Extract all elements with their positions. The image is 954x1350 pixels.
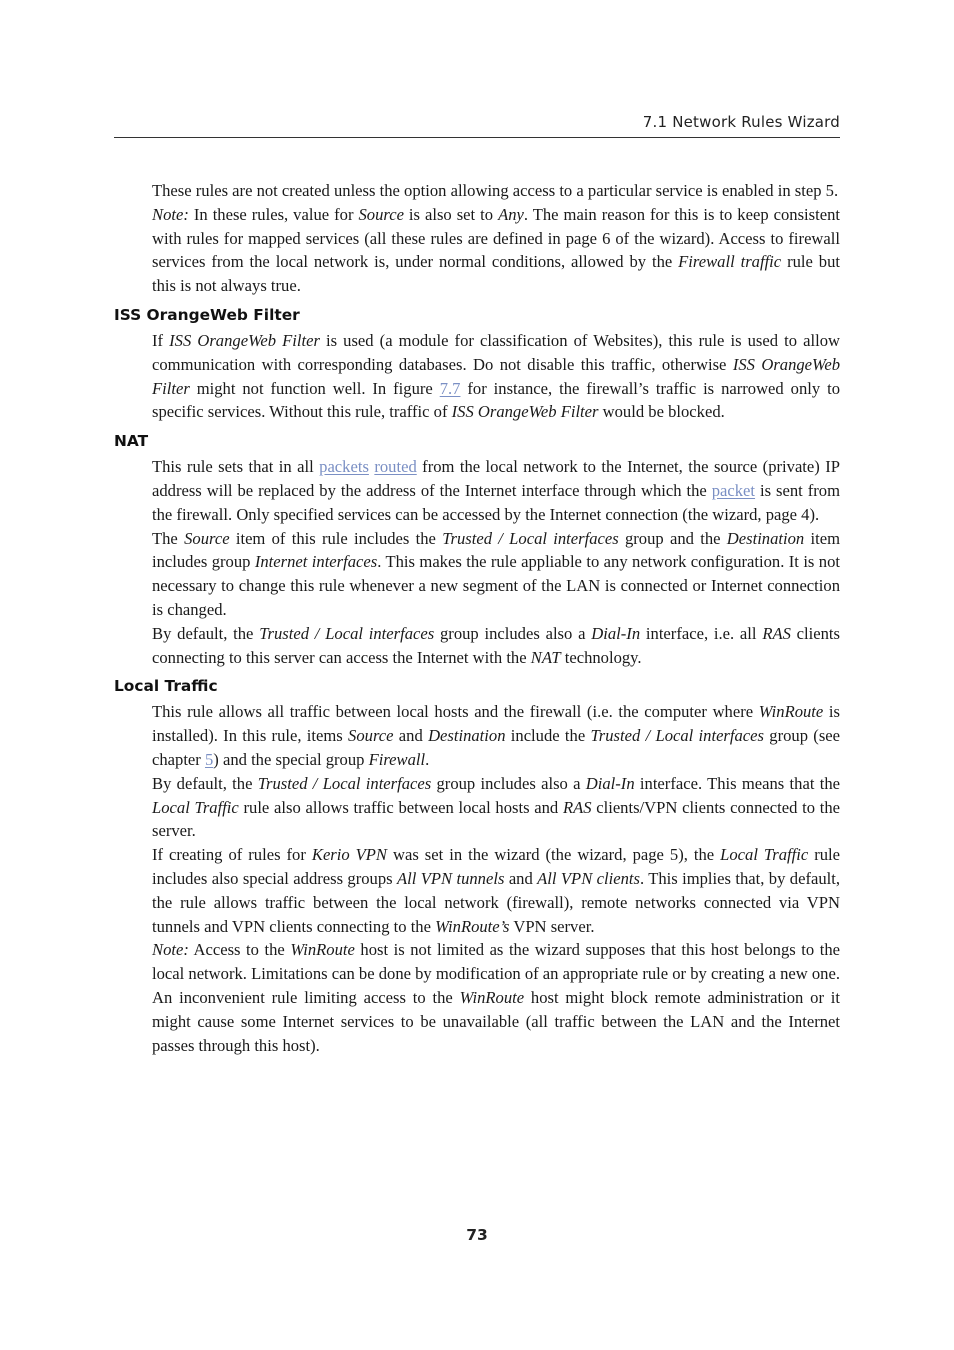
- paragraph-nat-2: The Source item of this rule includes the Trusted / Local interfaces group and the Destination item includes group Internet interfaces. This makes the rule appliable to any network configuration. It is not necessary to change this rule whenever a new segment of the LAN is connected or Internet connection is changed.: [152, 528, 840, 619]
- heading-nat: NAT: [114, 432, 149, 451]
- heading-iss-orangeweb-filter: ISS OrangeWeb Filter: [114, 305, 300, 324]
- running-head: 7.1 Network Rules Wizard: [642, 113, 840, 131]
- chapter-link[interactable]: 5: [204, 749, 214, 769]
- paragraph-nat-1: This rule sets that in all packets routed from the local network to the Internet, the source (private) IP address will be replaced by the address of the Internet interface through which the packet is sent from the firewall. Only specified services can be accessed by the Internet connection (the wizard, page 4).: [152, 457, 840, 524]
- paragraph-local-1: This rule allows all traffic between local hosts and the firewall (i.e. the computer where WinRoute is installed). In this rule, items Source and Destination include the Trusted / Local interfaces group (see chapter 5) and the special group Firewall.: [152, 702, 841, 769]
- paragraph-local-note: Note: Access to the WinRoute host is not limited as the wizard supposes that this host belongs to the local network. Limitations can be done by modification of an appropriate rule or by creating a new one. An inconvenient rule limiting access to the WinRoute host might block remote administration or it might cause some Internet services to be unavailable (all traffic between the LAN and the Internet passes through this host).: [152, 940, 841, 1055]
- paragraph-iss: If ISS OrangeWeb Filter is used (a module for classification of Websites), this rule is used to allow communication with corresponding databases. Do not disable this traffic, otherwise ISS OrangeWeb Filter might not function well. In figure 7.7 for instance, the firewall’s traffic is narrowed only to specific services. Without this rule, traffic of ISS OrangeWeb Filter would be blocked.: [152, 330, 840, 422]
- paragraph-nat-3: By default, the Trusted / Local interfaces group includes also a Dial-In interface, i.e. all RAS clients connecting to this server can access the Internet with the NAT technology.: [152, 623, 840, 667]
- header-rule: [114, 137, 840, 138]
- figure-link[interactable]: 7.7: [439, 378, 461, 398]
- glossary-link-packets[interactable]: packets: [319, 457, 369, 477]
- glossary-link-packet[interactable]: packet: [711, 480, 756, 500]
- heading-local-traffic: Local Traffic: [114, 677, 218, 696]
- paragraph-firewall-note: Note: In these rules, value for Source is also set to Any. The main reason for this is to keep consistent with rules for mapped services (all these rules are defined in page 6 of the wizard). Access to firewall services from the local network is, under normal conditions, allowed by the Firewall traffic rule but this is not always true.: [152, 204, 840, 296]
- page-number: 73: [466, 1226, 488, 1244]
- paragraph-firewall-1: These rules are not created unless the option allowing access to a particular service is enabled in step 5.: [152, 181, 839, 200]
- glossary-link-routed[interactable]: routed: [374, 457, 417, 477]
- paragraph-local-2: By default, the Trusted / Local interfaces group includes also a Dial-In interface. This means that the Local Traffic rule also allows traffic between local hosts and RAS clients/VPN clients connected to the server.: [152, 773, 840, 841]
- paragraph-local-3: If creating of rules for Kerio VPN was set in the wizard (the wizard, page 5), the Local Traffic rule includes also special address groups All VPN tunnels and All VPN clients. This implies that, by default, the rule allows traffic between the local network (firewall), remote networks connected via VPN tunnels and VPN clients connecting to the WinRoute’s VPN server.: [152, 845, 840, 936]
- page-content: [114, 179, 840, 1057]
